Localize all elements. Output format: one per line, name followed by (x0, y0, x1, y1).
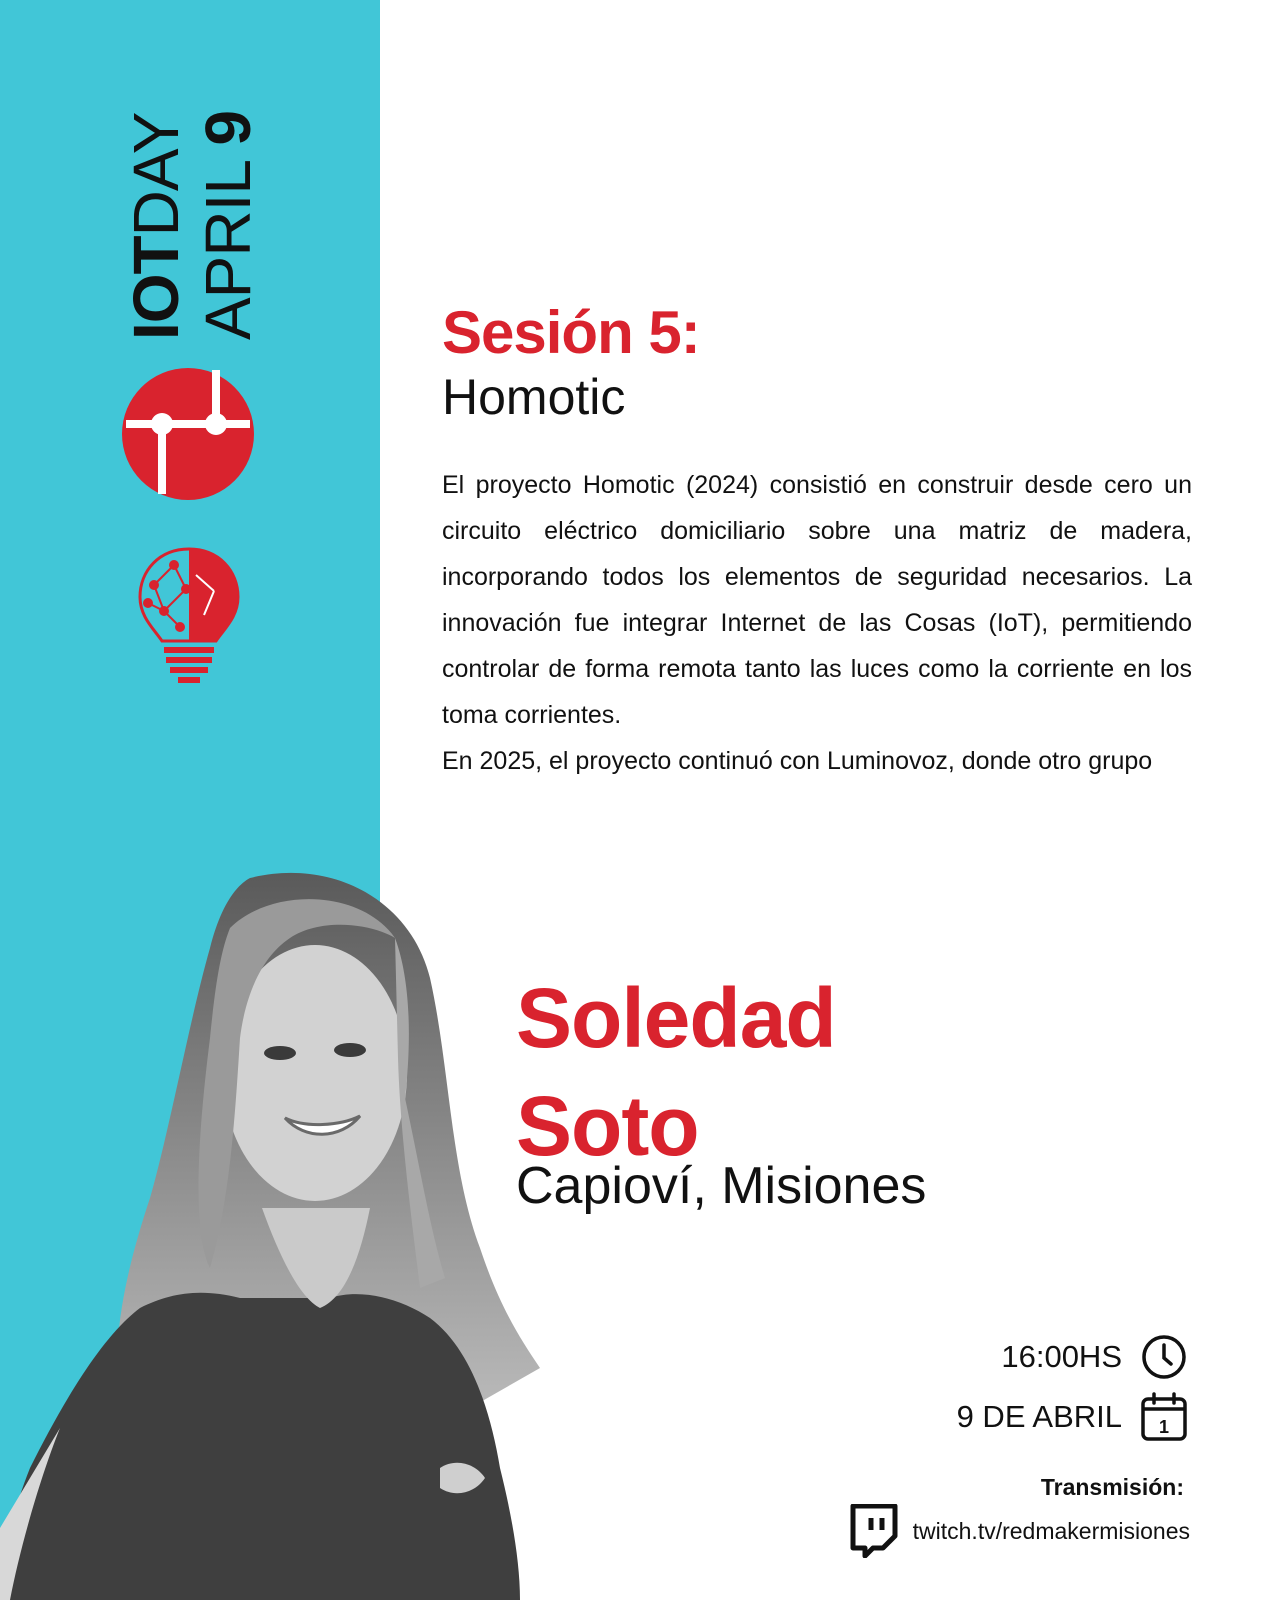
time-row (1001, 1333, 1188, 1381)
session-title: Sesión 5: (442, 299, 700, 366)
speaker-photo (0, 868, 560, 1600)
session-time: 16:00HS (1001, 1339, 1122, 1374)
lightbulb-network-icon (134, 545, 244, 685)
circuit-logo-icon (118, 364, 258, 504)
clock-icon (1140, 1333, 1188, 1381)
logo-day: DAY (120, 112, 192, 237)
description-paragraph: El proyecto Homotic (2024) consistió en construir desde cero un circuito eléctrico domiciliario sobre una matriz de madera, incorporando todos los elementos de seguridad necesarios. La innovación fue integrar Internet de las Cosas (IoT), permitiendo controlar de forma remota tanto las luces como la corriente en los toma corrientes. (442, 471, 1192, 729)
description-paragraph: En 2025, el proyecto continuó con Luminovoz, donde otro grupo (442, 747, 1153, 775)
calendar-day: 1 (1158, 1417, 1170, 1437)
session-description (442, 462, 1192, 784)
logo-nine: 9 (192, 111, 264, 146)
date-row (957, 1392, 1188, 1442)
speaker-first-name: Soledad (516, 971, 836, 1065)
speaker-last-name: Soto (516, 1079, 699, 1173)
logo-april: APRIL (192, 145, 264, 340)
calendar-icon (1140, 1392, 1188, 1442)
twitch-url[interactable]: twitch.tv/redmakermisiones (912, 1517, 1190, 1544)
twitch-link[interactable] (847, 1504, 1190, 1558)
event-logo-text (120, 111, 264, 340)
session-date: 9 DE ABRIL (956, 1399, 1122, 1434)
session-name: Homotic (442, 369, 626, 425)
speaker-location: Capioví, Misiones (516, 1157, 927, 1215)
twitch-icon (847, 1504, 899, 1558)
transmission-label: Transmisión: (1040, 1474, 1184, 1500)
logo-iot: IOT (120, 236, 192, 340)
